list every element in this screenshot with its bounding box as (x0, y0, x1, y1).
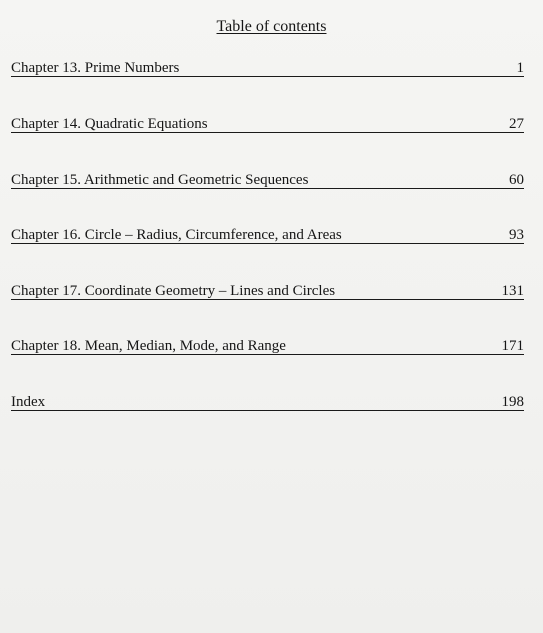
toc-entry-label: Chapter 14. Quadratic Equations (11, 116, 208, 132)
toc-title: Table of contents (216, 18, 327, 35)
toc-entry-page: 198 (501, 394, 524, 410)
toc-entry-chapter-14 (11, 114, 524, 133)
toc-entry-page: 93 (509, 227, 524, 243)
toc-entry-page: 171 (501, 338, 524, 354)
toc-entry-label: Chapter 18. Mean, Median, Mode, and Range (11, 338, 286, 354)
toc-entry-label: Chapter 13. Prime Numbers (11, 60, 180, 76)
toc-entry-chapter-15 (11, 170, 524, 189)
toc-entry-page: 27 (509, 116, 524, 132)
toc-entry-label: Index (11, 394, 46, 410)
toc-entry-page: 60 (509, 172, 524, 188)
toc-entry-label: Chapter 17. Coordinate Geometry – Lines and Circles (11, 283, 336, 299)
toc-entry-chapter-16 (11, 225, 524, 244)
toc-entry-chapter-17 (11, 281, 524, 300)
toc-entry-chapter-13 (11, 58, 524, 77)
toc-entry-chapter-18 (11, 336, 524, 355)
toc-entry-index (11, 392, 524, 411)
toc-entry-page: 1 (516, 60, 524, 76)
toc-entry-page: 131 (501, 283, 524, 299)
toc-entry-label: Chapter 16. Circle – Radius, Circumference, and Areas (11, 227, 342, 243)
toc-entry-label: Chapter 15. Arithmetic and Geometric Sequences (11, 172, 309, 188)
